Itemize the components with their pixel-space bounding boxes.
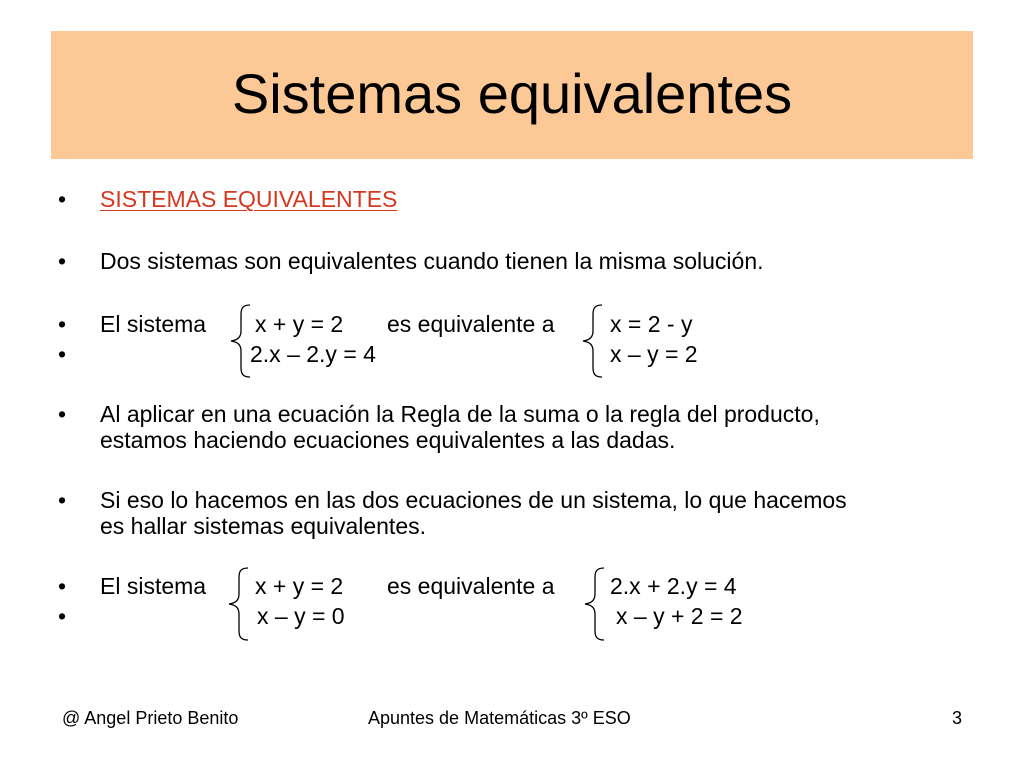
left-brace-icon — [582, 566, 606, 642]
left-brace-icon — [580, 303, 604, 379]
footer-page-number: 3 — [952, 708, 963, 728]
example2-eq-b1: 2.x + 2.y = 4 — [610, 573, 737, 599]
title-band — [51, 31, 973, 159]
example2-lead: El sistema — [100, 573, 207, 599]
example1-eq-b2: x – y = 2 — [610, 341, 698, 367]
example2-connector: es equivalente a — [387, 573, 555, 599]
bullet: • — [58, 186, 67, 212]
definition-text: Dos sistemas son equivalentes cuando tienen la misma solución. — [100, 248, 764, 274]
bullet: • — [58, 603, 67, 629]
bullet: • — [58, 311, 67, 337]
example2-eq-a2: x – y = 0 — [257, 603, 345, 629]
bullet: • — [58, 401, 67, 427]
left-brace-icon — [226, 566, 250, 642]
example1-lead: El sistema — [100, 311, 207, 337]
example1-eq-a2: 2.x – 2.y = 4 — [250, 341, 376, 367]
left-brace-icon — [228, 303, 252, 379]
paragraph1-line1: Al aplicar en una ecuación la Regla de la suma o la regla del producto, — [100, 401, 820, 427]
example1-eq-a1: x + y = 2 — [255, 311, 344, 337]
paragraph2-line2: es hallar sistemas equivalentes. — [100, 513, 426, 539]
section-heading: SISTEMAS EQUIVALENTES — [100, 186, 398, 212]
bullet: • — [58, 573, 67, 599]
footer-author: @ Angel Prieto Benito — [62, 708, 239, 728]
paragraph1-line2: estamos haciendo ecuaciones equivalentes a las dadas. — [100, 427, 676, 453]
footer-course: Apuntes de Matemáticas 3º ESO — [368, 708, 631, 728]
example2-eq-b2: x – y + 2 = 2 — [616, 603, 743, 629]
bullet: • — [58, 487, 67, 513]
example2-eq-a1: x + y = 2 — [255, 573, 344, 599]
example1-eq-b1: x = 2 - y — [610, 311, 693, 337]
bullet: • — [58, 248, 67, 274]
example1-connector: es equivalente a — [387, 311, 555, 337]
paragraph2-line1: Si eso lo hacemos en las dos ecuaciones de un sistema, lo que hacemos — [100, 487, 847, 513]
bullet: • — [58, 341, 67, 367]
slide-title: Sistemas equivalentes — [231, 62, 793, 125]
